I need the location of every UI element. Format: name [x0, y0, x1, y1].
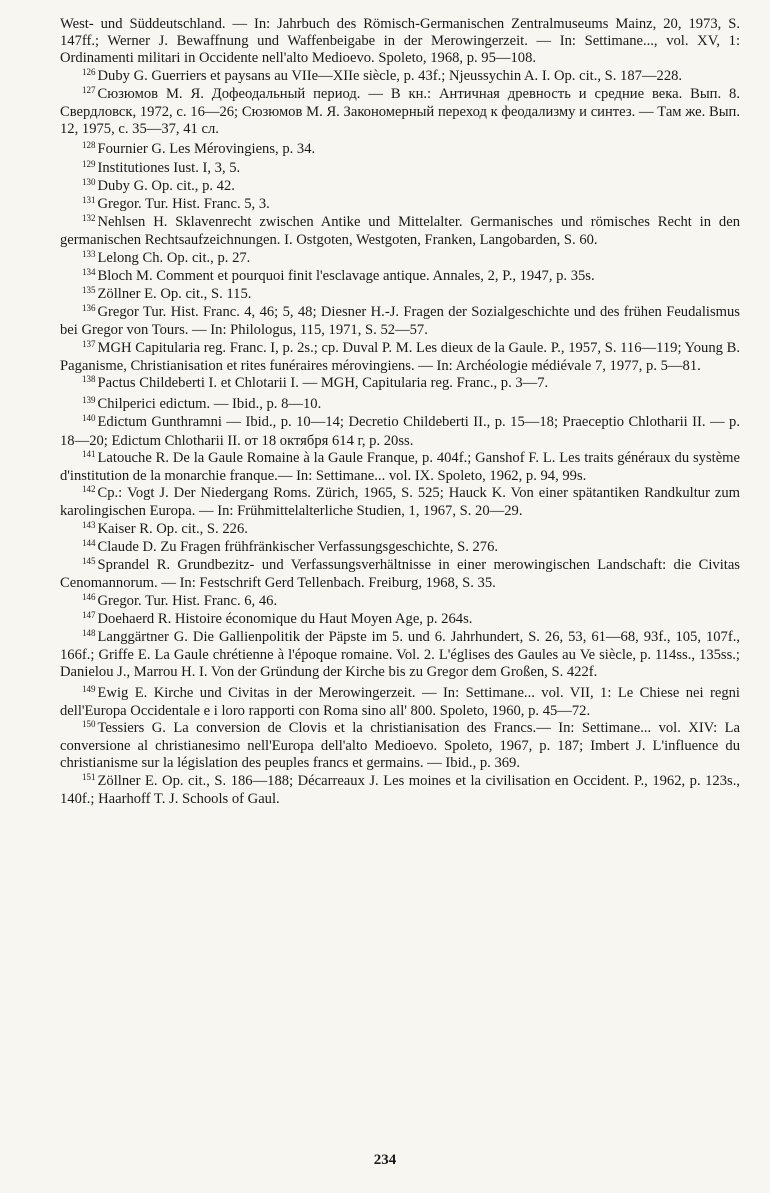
footnote-text: Fournier G. Les Mérovingiens, p. 34.	[97, 141, 316, 158]
footnote-text: West- und Süddeutschland. — In: Jahrbuch des Römisch-Germanischen Zentralmuseums Mainz, 20, 1973, S. 147ff.; Werner J. Bewaffnung und Waffenbeigabe in der Merowingerzeit. — In: Settimane..., vol. XV, 1: Ordinamenti militari in Occidente nell'alto Medioevo. Spoleto, 1968, p. 95—108.	[60, 16, 740, 67]
footnote	[60, 178, 740, 196]
footnote	[60, 414, 740, 449]
footnote-number: 144	[82, 537, 96, 548]
footnote-continuation	[60, 16, 740, 68]
footnote-number: 128	[82, 140, 96, 151]
footnote-number: 146	[82, 591, 96, 602]
footnote-number: 140	[82, 413, 96, 424]
footnote	[60, 86, 740, 139]
footnote-text: Sprandel R. Grundbezitz- und Verfassungsverhältnisse in einer merowingischen Landschaft: die Civitas Cenomannorum. — In: Festschrift Gerd Tellenbach. Freiburg, 1968, S. 35.	[60, 557, 740, 592]
footnote-text: Gregor. Tur. Hist. Franc. 6, 46.	[97, 592, 278, 609]
footnote-text: Lelong Ch. Op. cit., p. 27.	[97, 249, 251, 266]
footnote-number: 137	[82, 338, 96, 349]
footnote	[60, 160, 740, 178]
footnote-text: Duby G. Guerriers et paysans au VIIe—XIIe siècle, p. 43f.; Njeussychin A. I. Op. cit., S. 187—228.	[97, 67, 683, 84]
footnote-number: 142	[82, 484, 96, 495]
footnote-number: 148	[82, 627, 96, 638]
footnote-number: 145	[82, 556, 96, 567]
footnote	[60, 286, 740, 304]
footnote	[60, 521, 740, 539]
footnote	[60, 250, 740, 268]
footnote-text: Institutiones Iust. I, 3, 5.	[97, 159, 241, 176]
footnote-number: 133	[82, 248, 96, 259]
footnote	[60, 196, 740, 214]
footnote	[60, 685, 740, 720]
footnote	[60, 68, 740, 86]
footnote	[60, 629, 740, 682]
footnote	[60, 773, 740, 808]
footnote-text: Edictum Gunthramni — Ibid., p. 10—14; Decretio Childeberti II., p. 15—18; Praeceptio Chlotharii II. — p. 18—20; Edictum Chlotharii II. от 18 октября 614 г, p. 20ss.	[60, 414, 740, 449]
footnote-number: 136	[82, 303, 96, 314]
footnote-number: 130	[82, 176, 96, 187]
footnote	[60, 450, 740, 485]
footnote-text: Latouche R. De la Gaule Romaine à la Gaule Franque, p. 404f.; Ganshof F. L. Les traits généraux du système d'institution de la monarchie franque.— In: Settimane... vol. IX. Spoleto, 1962, p. 94, 99s.	[60, 449, 740, 485]
footnote	[60, 304, 740, 339]
footnote-text: Сюзюмов М. Я. Дофеодальный период. — В кн.: Античная древность и средние века. Вып. 8. Свердловск, 1972, с. 16—26; Сюзюмов М. Я. Закономерный переход к феодализму и синтез. — Там же. Вып. 12, 1975, с. 35—37, 41 сл.	[60, 85, 740, 138]
footnote-number: 150	[82, 718, 96, 729]
footnote-number: 151	[82, 771, 96, 782]
footnote-text: Kaiser R. Op. cit., S. 226.	[97, 520, 248, 537]
footnote-text: Chilperici edictum. — Ibid., p. 8—10.	[97, 396, 322, 413]
footnote-text: Doehaerd R. Histoire économique du Haut Moyen Age, p. 264s.	[97, 610, 473, 627]
footnote-number: 141	[82, 448, 96, 459]
footnote-text: Ср.: Vogt J. Der Niedergang Roms. Zürich, 1965, S. 525; Hauck K. Von einer spätantiken Randkultur zum karolingischen Europa. — In: Frühmittelalterliche Studien, 1, 1967, S. 20—29.	[60, 485, 740, 520]
footnote	[60, 214, 740, 249]
footnote-text: Zöllner E. Op. cit., S. 186—188; Décarreaux J. Les moines et la civilisation en Occident. P., 1962, p. 123s., 140f.; Haarhoff T. J. Schools of Gaul.	[60, 772, 740, 807]
footnote-text: Langgärtner G. Die Gallienpolitik der Päpste im 5. und 6. Jahrhundert, S. 26, 53, 61—68, 93f., 105, 107f., 166f.; Griffe E. La Gaule chrétienne à l'époque romaine. Vol. 2. L'églises des Gaules au Ve siècle, p. 114ss., 135ss.; Danielou J., Marrou H. I. Von der Gründung der Kirche bis zu Gregor dem Großen, S. 422f.	[60, 628, 740, 681]
footnote-text: Claude D. Zu Fragen frühfränkischer Verfassungsgeschichte, S. 276.	[97, 538, 499, 555]
footnote-text: Ewig E. Kirche und Civitas in der Merowingerzeit. — In: Settimane... vol. VII, 1: Le Chiese nei regni dell'Europa Occidentale e i loro rapporti con Roma sino all' 800. Spoleto, 1960, p. 45—72.	[60, 684, 740, 719]
footnote-number: 149	[82, 683, 96, 694]
footnote-number: 132	[82, 213, 96, 224]
footnote	[60, 611, 740, 629]
page-number: 234	[373, 1152, 397, 1168]
footnote-number: 139	[82, 395, 96, 406]
footnote	[60, 268, 740, 286]
footnote-number: 135	[82, 285, 96, 296]
footnote	[60, 557, 740, 592]
footnote-text: Pactus Childeberti I. et Chlotarii I. — MGH, Capitularia reg. Franc., p. 3—7.	[97, 375, 549, 392]
footnote-number: 129	[82, 158, 96, 169]
footnote	[60, 340, 740, 375]
footnote-text: Zöllner E. Op. cit., S. 115.	[97, 286, 252, 303]
footnote	[60, 375, 740, 393]
footnotes	[60, 16, 740, 808]
footnote	[60, 485, 740, 520]
footnote-text: Gregor Tur. Hist. Franc. 4, 46; 5, 48; Diesner H.-J. Fragen der Sozialgeschichte und des frühen Feudalismus bei Gregor von Tours. — In: Philologus, 115, 1971, S. 52—57.	[60, 304, 740, 339]
footnote-number: 127	[82, 84, 96, 95]
footnote-text: Gregor. Tur. Hist. Franc. 5, 3.	[97, 196, 270, 213]
footnote-number: 138	[82, 374, 96, 385]
footnote-text: MGH Capitularia reg. Franc. I, p. 2s.; ср. Duval P. M. Les dieux de la Gaule. P., 1957, S. 116—119; Young B. Paganisme, Christianisation et rites funéraires mérovingiens. — In: Archéologie médiévale 7, 1977, p. 5—81.	[60, 339, 740, 374]
footnote-number: 131	[82, 195, 96, 206]
footnote	[60, 593, 740, 611]
footnote-text: Bloch M. Comment et pourquoi finit l'esclavage antique. Annales, 2, P., 1947, p. 35s.	[97, 267, 595, 284]
footnote-text: Tessiers G. La conversion de Clovis et la christianisation des Francs.— In: Settimane... vol. XIV: La conversione al christianesimo nell'Europa dell'alto Medioevo. Spoleto, 1967, p. 187; Imbert J. L'influence du christianisme sur la législation des peuples francs et germains. — Ibid., p. 369.	[60, 719, 740, 772]
footnote-text: Duby G. Op. cit., p. 42.	[97, 177, 235, 194]
footnote	[60, 396, 740, 414]
footnote	[60, 141, 740, 159]
footnote-number: 147	[82, 609, 96, 620]
footnote	[60, 539, 740, 557]
footnote-number: 134	[82, 266, 96, 277]
footnote-text: Nehlsen H. Sklavenrecht zwischen Antike und Mittelalter. Germanisches und römisches Recht in den germanischen Rechtsaufzeichnungen. I. Ostgoten, Westgoten, Franken, Langobarden, S. 60.	[60, 214, 740, 249]
footnote-number: 126	[82, 66, 96, 77]
footnote	[60, 720, 740, 773]
footnote-number: 143	[82, 519, 96, 530]
